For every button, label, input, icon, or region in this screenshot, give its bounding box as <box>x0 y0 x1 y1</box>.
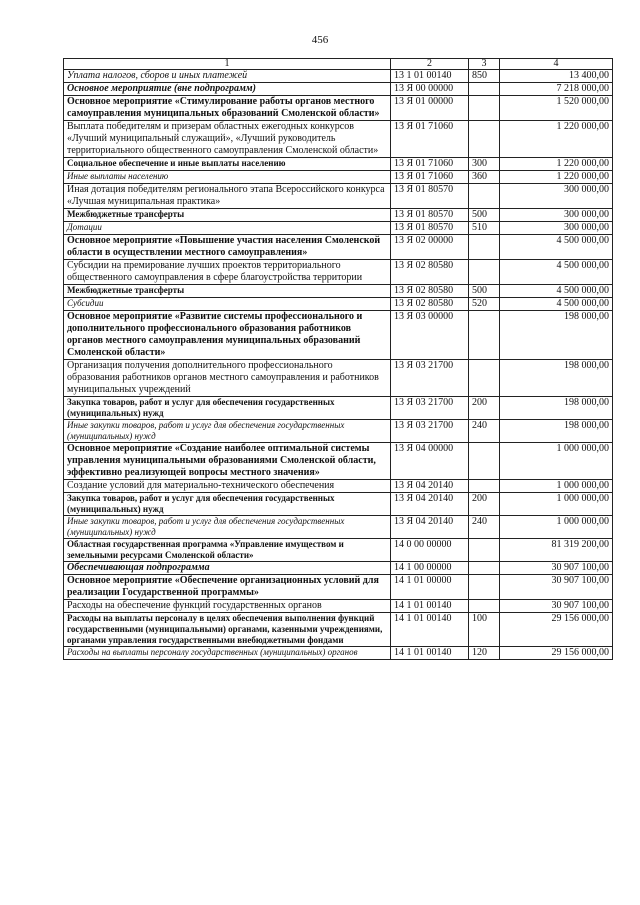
row-type-cell: 240 <box>469 516 500 539</box>
header-col-2: 2 <box>391 59 469 70</box>
table-row <box>64 480 613 493</box>
row-code-cell: 14 1 01 00140 <box>391 647 469 660</box>
row-type-cell: 850 <box>469 70 500 83</box>
row-code-cell: 13 Я 03 21700 <box>391 360 469 397</box>
row-amount-cell: 1 000 000,00 <box>500 480 613 493</box>
row-amount-cell: 1 220 000,00 <box>500 158 613 171</box>
table-row <box>64 260 613 285</box>
budget-table-body <box>64 59 613 660</box>
row-amount-cell: 30 907 100,00 <box>500 575 613 600</box>
row-code-cell: 14 0 00 00000 <box>391 539 469 562</box>
header-col-3: 3 <box>469 59 500 70</box>
row-code-cell: 14 1 00 00000 <box>391 562 469 575</box>
table-row <box>64 516 613 539</box>
row-type-cell <box>469 480 500 493</box>
row-type-cell <box>469 562 500 575</box>
table-row <box>64 493 613 516</box>
row-amount-cell: 1 220 000,00 <box>500 171 613 184</box>
row-code-cell: 13 Я 01 71060 <box>391 121 469 158</box>
row-name-cell: Дотации <box>64 222 391 235</box>
table-row <box>64 121 613 158</box>
row-name-cell: Расходы на обеспечение функций государственных органов <box>64 600 391 613</box>
budget-table <box>63 58 613 660</box>
table-row <box>64 171 613 184</box>
row-type-cell: 120 <box>469 647 500 660</box>
row-name-cell: Закупка товаров, работ и услуг для обеспечения государственных (муниципальных) нужд <box>64 493 391 516</box>
row-amount-cell: 198 000,00 <box>500 397 613 420</box>
table-row <box>64 360 613 397</box>
row-type-cell <box>469 600 500 613</box>
row-code-cell: 13 Я 01 80570 <box>391 222 469 235</box>
row-code-cell: 13 Я 01 71060 <box>391 158 469 171</box>
row-code-cell: 13 Я 01 80570 <box>391 209 469 222</box>
row-amount-cell: 1 520 000,00 <box>500 96 613 121</box>
row-name-cell: Субсидии <box>64 298 391 311</box>
row-name-cell: Расходы на выплаты персоналу в целях обеспечения выполнения функций государственными (муниципальными) органами, казенными учреждениями, органами управления государственными внебюджетными фондами <box>64 613 391 647</box>
row-type-cell: 200 <box>469 397 500 420</box>
row-amount-cell: 4 500 000,00 <box>500 285 613 298</box>
row-name-cell: Межбюджетные трансферты <box>64 285 391 298</box>
row-code-cell: 13 Я 03 21700 <box>391 420 469 443</box>
row-name-cell: Основное мероприятие «Создание наиболее оптимальной системы управления муниципальными образованиями Смоленской области, эффективно реализующей вопросы местного значения» <box>64 443 391 480</box>
row-code-cell: 13 Я 04 20140 <box>391 480 469 493</box>
table-row <box>64 600 613 613</box>
row-code-cell: 13 Я 04 20140 <box>391 493 469 516</box>
table-row <box>64 575 613 600</box>
row-amount-cell: 29 156 000,00 <box>500 647 613 660</box>
row-amount-cell: 1 220 000,00 <box>500 121 613 158</box>
row-type-cell <box>469 360 500 397</box>
table-row <box>64 222 613 235</box>
row-name-cell: Иная дотация победителям регионального этапа Всероссийского конкурса «Лучшая муниципальная практика» <box>64 184 391 209</box>
row-code-cell: 13 Я 04 20140 <box>391 516 469 539</box>
row-amount-cell: 1 000 000,00 <box>500 443 613 480</box>
row-code-cell: 13 Я 02 00000 <box>391 235 469 260</box>
table-row <box>64 562 613 575</box>
header-col-4: 4 <box>500 59 613 70</box>
row-name-cell: Расходы на выплаты персоналу государственных (муниципальных) органов <box>64 647 391 660</box>
row-name-cell: Субсидии на премирование лучших проектов территориального общественного самоуправления в сфере благоустройства территории <box>64 260 391 285</box>
row-amount-cell: 13 400,00 <box>500 70 613 83</box>
row-type-cell <box>469 83 500 96</box>
row-name-cell: Социальное обеспечение и иные выплаты населению <box>64 158 391 171</box>
row-amount-cell: 300 000,00 <box>500 184 613 209</box>
table-row <box>64 298 613 311</box>
row-name-cell: Основное мероприятие (вне подпрограмм) <box>64 83 391 96</box>
row-type-cell <box>469 235 500 260</box>
row-name-cell: Областная государственная программа «Управление имуществом и земельными ресурсами Смоленской области» <box>64 539 391 562</box>
table-row <box>64 397 613 420</box>
row-amount-cell: 30 907 100,00 <box>500 600 613 613</box>
row-name-cell: Иные закупки товаров, работ и услуг для обеспечения государственных (муниципальных) нужд <box>64 516 391 539</box>
row-code-cell: 13 Я 04 00000 <box>391 443 469 480</box>
row-name-cell: Основное мероприятие «Стимулирование работы органов местного самоуправления муниципальных образований Смоленской области» <box>64 96 391 121</box>
row-name-cell: Основное мероприятие «Обеспечение организационных условий для реализации Государственной программы» <box>64 575 391 600</box>
table-row <box>64 158 613 171</box>
row-type-cell <box>469 121 500 158</box>
row-name-cell: Организация получения дополнительного профессионального образования работников органов местного самоуправления и работников муниципальных учреждений <box>64 360 391 397</box>
row-amount-cell: 198 000,00 <box>500 311 613 360</box>
table-row <box>64 285 613 298</box>
table-row <box>64 420 613 443</box>
row-type-cell: 240 <box>469 420 500 443</box>
row-type-cell: 500 <box>469 285 500 298</box>
row-type-cell <box>469 311 500 360</box>
table-header-row <box>64 59 613 70</box>
table-row <box>64 70 613 83</box>
row-type-cell <box>469 443 500 480</box>
row-name-cell: Создание условий для материально-технического обеспечения <box>64 480 391 493</box>
row-code-cell: 13 Я 02 80580 <box>391 298 469 311</box>
row-name-cell: Основное мероприятие «Повышение участия населения Смоленской области в осуществлении местного самоуправления» <box>64 235 391 260</box>
row-name-cell: Иные выплаты населению <box>64 171 391 184</box>
row-amount-cell: 300 000,00 <box>500 222 613 235</box>
row-type-cell <box>469 260 500 285</box>
row-code-cell: 13 Я 02 80580 <box>391 285 469 298</box>
row-amount-cell: 300 000,00 <box>500 209 613 222</box>
row-amount-cell: 7 218 000,00 <box>500 83 613 96</box>
row-name-cell: Межбюджетные трансферты <box>64 209 391 222</box>
row-type-cell: 360 <box>469 171 500 184</box>
row-type-cell <box>469 539 500 562</box>
row-code-cell: 13 1 01 00140 <box>391 70 469 83</box>
table-row <box>64 83 613 96</box>
row-amount-cell: 29 156 000,00 <box>500 613 613 647</box>
table-row <box>64 647 613 660</box>
row-name-cell: Основное мероприятие «Развитие системы профессионального и дополнительного профессионального образования работников органов местного самоуправления муниципальных образований Смоленской области» <box>64 311 391 360</box>
row-amount-cell: 1 000 000,00 <box>500 493 613 516</box>
row-code-cell: 14 1 01 00140 <box>391 600 469 613</box>
row-type-cell: 500 <box>469 209 500 222</box>
row-code-cell: 13 Я 03 00000 <box>391 311 469 360</box>
row-code-cell: 13 Я 01 71060 <box>391 171 469 184</box>
row-amount-cell: 1 000 000,00 <box>500 516 613 539</box>
row-type-cell <box>469 96 500 121</box>
table-row <box>64 311 613 360</box>
row-amount-cell: 4 500 000,00 <box>500 260 613 285</box>
page-number: 456 <box>311 34 329 46</box>
row-amount-cell: 198 000,00 <box>500 360 613 397</box>
row-code-cell: 14 1 01 00140 <box>391 613 469 647</box>
row-amount-cell: 4 500 000,00 <box>500 298 613 311</box>
table-row <box>64 235 613 260</box>
row-code-cell: 13 Я 03 21700 <box>391 397 469 420</box>
row-type-cell: 100 <box>469 613 500 647</box>
row-type-cell <box>469 575 500 600</box>
table-row <box>64 443 613 480</box>
table-row <box>64 539 613 562</box>
row-code-cell: 14 1 01 00000 <box>391 575 469 600</box>
row-amount-cell: 4 500 000,00 <box>500 235 613 260</box>
row-amount-cell: 30 907 100,00 <box>500 562 613 575</box>
row-type-cell: 200 <box>469 493 500 516</box>
row-name-cell: Иные закупки товаров, работ и услуг для обеспечения государственных (муниципальных) нужд <box>64 420 391 443</box>
row-amount-cell: 81 319 200,00 <box>500 539 613 562</box>
row-code-cell: 13 Я 02 80580 <box>391 260 469 285</box>
row-code-cell: 13 Я 01 00000 <box>391 96 469 121</box>
row-type-cell: 300 <box>469 158 500 171</box>
table-row <box>64 209 613 222</box>
row-code-cell: 13 Я 01 80570 <box>391 184 469 209</box>
row-code-cell: 13 Я 00 00000 <box>391 83 469 96</box>
row-name-cell: Выплата победителям и призерам областных ежегодных конкурсов «Лучший муниципальный служащий», «Лучший руководитель территориального общественного самоуправления Смоленской области» <box>64 121 391 158</box>
header-col-1: 1 <box>64 59 391 70</box>
table-row <box>64 613 613 647</box>
row-name-cell: Закупка товаров, работ и услуг для обеспечения государственных (муниципальных) нужд <box>64 397 391 420</box>
row-type-cell: 520 <box>469 298 500 311</box>
row-name-cell: Уплата налогов, сборов и иных платежей <box>64 70 391 83</box>
row-type-cell: 510 <box>469 222 500 235</box>
row-type-cell <box>469 184 500 209</box>
table-row <box>64 184 613 209</box>
row-name-cell: Обеспечивающая подпрограмма <box>64 562 391 575</box>
table-row <box>64 96 613 121</box>
row-amount-cell: 198 000,00 <box>500 420 613 443</box>
